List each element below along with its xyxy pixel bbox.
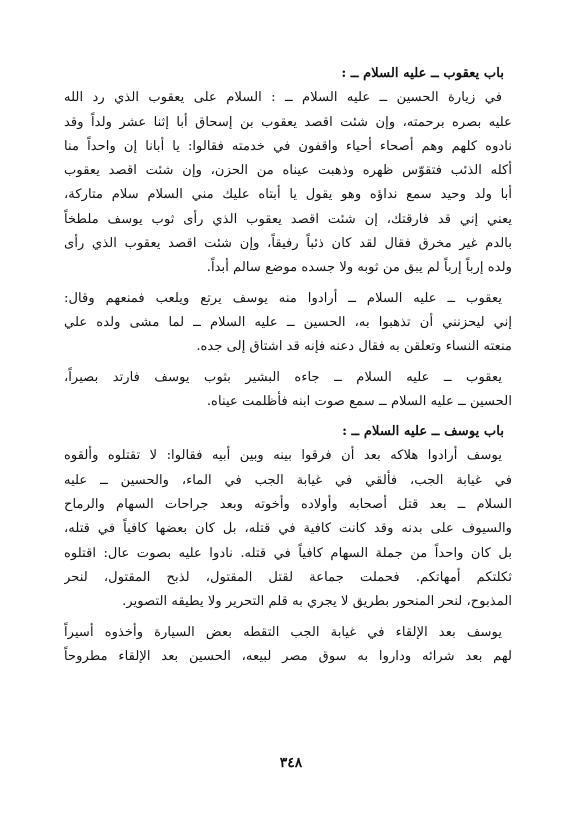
text-line: ولده إرباً إرباً لم يبق من ثوبه ولا جسده موضع سالم أبداً. bbox=[206, 260, 512, 276]
text-line: يعقوب ــ عليه السلام ــ أرادوا منه يوسف يرتع ويلعب فمنعهم وقال: bbox=[64, 290, 502, 306]
text-line: السلام ــ بعد قتل أصحابه وأولاده وأخوته وبعد جراحات السهام والرماح bbox=[64, 497, 512, 513]
text-line: المذبوح، لنحر المنحور بطريق لا يجري به قلم التحرير ولا يطيقه التصوير. bbox=[122, 594, 512, 610]
text-line: الحسين ــ عليه السلام ــ سمع صوت ابنه فأظلمت عيناه. bbox=[206, 393, 512, 409]
text-line: إني ليحزنني أن تذهبوا به، الحسين ــ عليه السلام ــ لما مشى ولده علي bbox=[64, 314, 512, 330]
page-body bbox=[64, 62, 512, 669]
text-line: يعني إني قد فارقتك، إن شئت اقصد يعقوب الذي رأى ثوب يوسف ملطخاً bbox=[64, 211, 512, 227]
page-number: ٣٤٨ bbox=[279, 755, 303, 771]
section-heading-yusuf: باب يوسف ــ عليه السلام ــ : bbox=[342, 424, 504, 440]
text-line: منعته النساء وتعلقن به فقال دعنه فإنه قد اشتاق إلى جده. bbox=[196, 339, 512, 355]
paragraph-yaqub-yusuf-play bbox=[64, 287, 512, 360]
text-line: في غيابة الجب، فألقي في غيابة الجب في الماء، والحسين ــ عليه bbox=[64, 472, 512, 488]
paragraph-yusuf-halak bbox=[64, 444, 512, 614]
text-line: لهم بعد شرائه وداروا به سوق مصر لبيعه، الحسين بعد الإلقاء مطروحاً bbox=[64, 648, 512, 664]
text-line: يوسف أرادوا هلاكه بعد أن فرقوا بينه وبين أبيه فقالوا: لا تقتلوه وألقوه bbox=[64, 448, 502, 464]
text-line: أبا ولد وحيد سمع نداؤه وهو يقول يا أبتاه عليك مني السلام سلام متاركة، bbox=[64, 187, 512, 203]
text-line: أكله الذئب فتقوّس ظهره وذهبت عيناه من الحزن، وإن شئت اقصد يعقوب bbox=[64, 163, 512, 179]
text-line: ثكلتكم أمهاتكم. فحملت جماعة لقتل المقتول، لذبح المقتول، لنحر bbox=[64, 569, 512, 585]
text-line: عليه بصره برحمته، وإن شئت اقصد يعقوب بن إسحاق أبا إثنا عشر ولداً وقد bbox=[64, 114, 512, 130]
section-heading-yaqub: باب يعقوب ــ عليه السلام ــ : bbox=[341, 66, 504, 81]
text-line: في زيارة الحسين ــ عليه السلام ــ : السلام على يعقوب الذي رد الله bbox=[64, 90, 502, 106]
paragraph-bashir bbox=[64, 366, 512, 415]
text-line: يوسف بعد الإلقاء في غيابة الجب التقطه بعض السيارة وأخذوه أسيراً bbox=[64, 624, 502, 640]
text-line: نادوه كلهم وهم أصحاء أحياء واقفون في خدمته فقالوا: يا أبانا إن واحداً منا bbox=[64, 138, 512, 154]
text-line: بل كان واحداً من جملة السهام كافياً في قتله. نادوا عليه بصوت عال: اقتلوه bbox=[64, 545, 512, 561]
paragraph-ziyara bbox=[64, 86, 512, 280]
text-line: يعقوب ــ عليه السلام ــ جاءه البشير بثوب يوسف فارتد بصيراً، bbox=[64, 369, 502, 385]
text-line: والسيوف على بدنه وقد كانت كافية في قتله، بل كان بعضها كافياً في قتله، bbox=[64, 521, 512, 537]
paragraph-yusuf-jubb bbox=[64, 621, 512, 670]
text-line: بالدم غير مخرق فقال لقد كان ذئباً رفيقاً، وإن شئت اقصد يعقوب الذي رأى bbox=[64, 236, 512, 252]
